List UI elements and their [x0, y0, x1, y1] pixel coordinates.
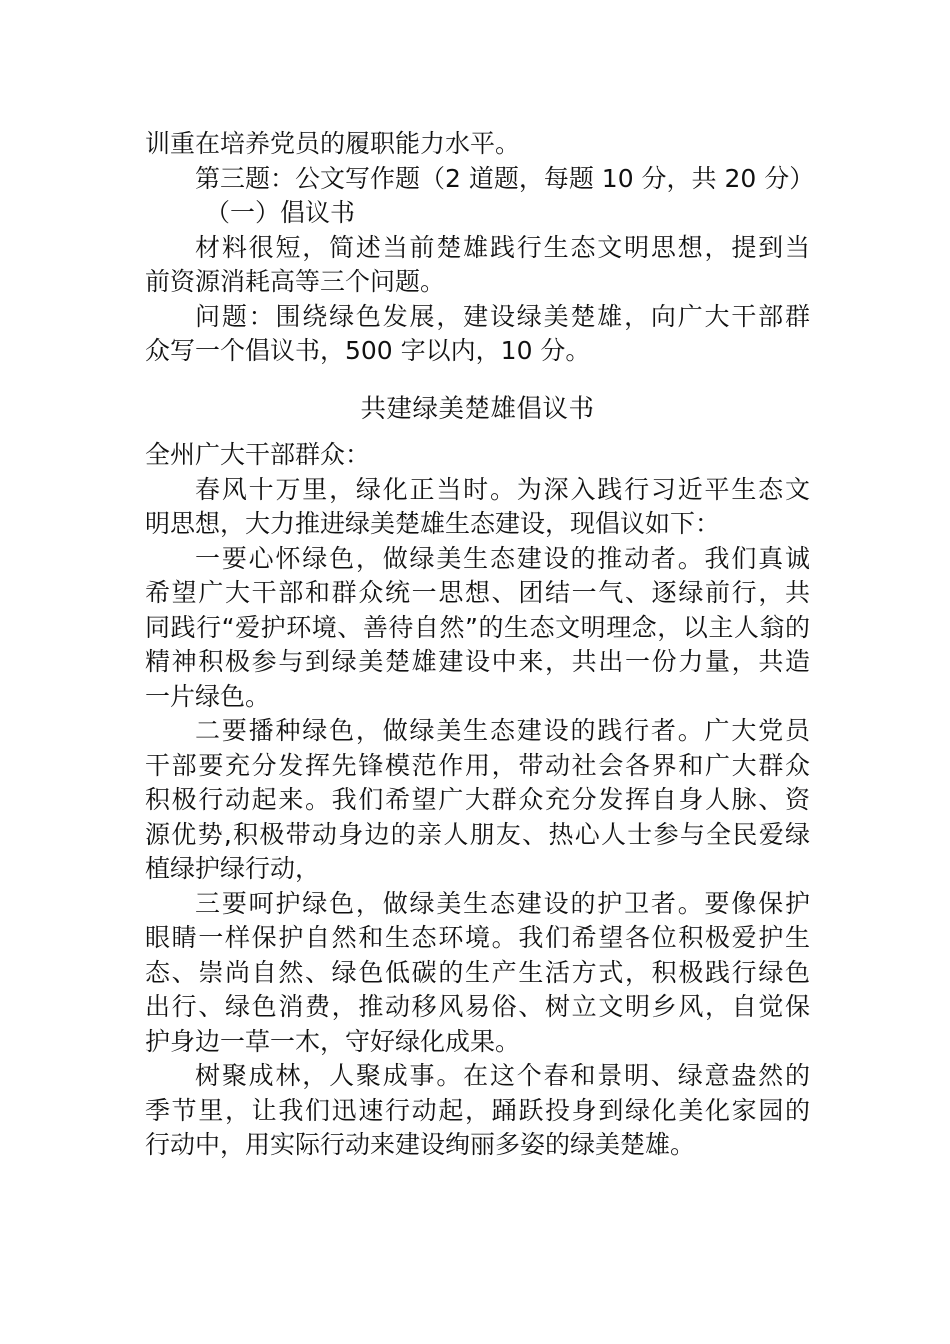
text-line: 明思想，大力推进绿美楚雄生态建设，现倡议如下： [145, 509, 721, 538]
opening-paragraph [145, 473, 810, 542]
point-three-paragraph [145, 887, 810, 1060]
text-line: 众写一个倡议书，500 字以内，10 分。 [145, 336, 591, 365]
text-line: 出行、绿色消费，推动移风易俗、树立文明乡风，自觉保 [145, 992, 810, 1021]
point-one-paragraph [145, 542, 810, 715]
text-line: 问题：围绕绿色发展，建设绿美楚雄，向广大干部群 [195, 301, 810, 331]
text-line: 植绿护绿行动， [145, 854, 321, 883]
subsection-heading: （一）倡议书 [205, 198, 356, 227]
document-page [145, 127, 815, 1163]
point-two-paragraph [145, 714, 810, 887]
text-line: 材料很短，简述当前楚雄践行生态文明思想，提到当 [195, 232, 810, 262]
letter-salutation: 全州广大干部群众： [145, 440, 371, 469]
letter-title: 共建绿美楚雄倡议书 [360, 393, 595, 424]
question-paragraph [145, 300, 810, 369]
text-line: 护身边一草一木，守好绿化成果。 [145, 1026, 521, 1056]
text-line: 树聚成林，人聚成事。在这个春和景明、绿意盎然的 [195, 1061, 810, 1090]
text-line: 眼睛一样保护自然和生态环境。我们希望各位积极爱护生 [145, 923, 810, 952]
text-line: 同践行“爱护环境、善待自然”的生态文明理念，以主人翁的 [145, 612, 810, 642]
paragraph-continuation: 训重在培养党员的履职能力水平。 [145, 129, 521, 158]
text-line: 源优势,积极带动身边的亲人朋友、热心人士参与全民爱绿 [145, 819, 810, 849]
section-heading: 第三题：公文写作题（2 道题，每题 10 分，共 20 分） [195, 163, 815, 193]
text-line: 春风十万里，绿化正当时。为深入践行习近平生态文 [195, 474, 810, 504]
material-paragraph [145, 231, 810, 300]
text-line: 精神积极参与到绿美楚雄建设中来，共出一份力量，共造 [145, 647, 810, 676]
text-line: 一片绿色。 [145, 681, 271, 711]
text-line: 行动中，用实际行动来建设绚丽多姿的绿美楚雄。 [145, 1130, 696, 1159]
text-line: 二要播种绿色，做绿美生态建设的践行者。广大党员 [195, 716, 810, 745]
text-line: 季节里，让我们迅速行动起，踊跃投身到绿化美化家园的 [145, 1095, 810, 1125]
text-line: 希望广大干部和群众统一思想、团结一气、逐绿前行，共 [145, 578, 810, 607]
text-line: 一要心怀绿色，做绿美生态建设的推动者。我们真诚 [195, 543, 810, 573]
closing-paragraph [145, 1059, 810, 1163]
text-line: 干部要充分发挥先锋模范作用，带动社会各界和广大群众 [145, 750, 810, 780]
text-line: 积极行动起来。我们希望广大群众充分发挥自身人脉、资 [145, 785, 810, 814]
text-line: 态、崇尚自然、绿色低碳的生产生活方式，积极践行绿色 [145, 957, 810, 987]
text-line: 三要呵护绿色，做绿美生态建设的护卫者。要像保护 [195, 888, 810, 918]
text-line: 前资源消耗高等三个问题。 [145, 267, 446, 296]
